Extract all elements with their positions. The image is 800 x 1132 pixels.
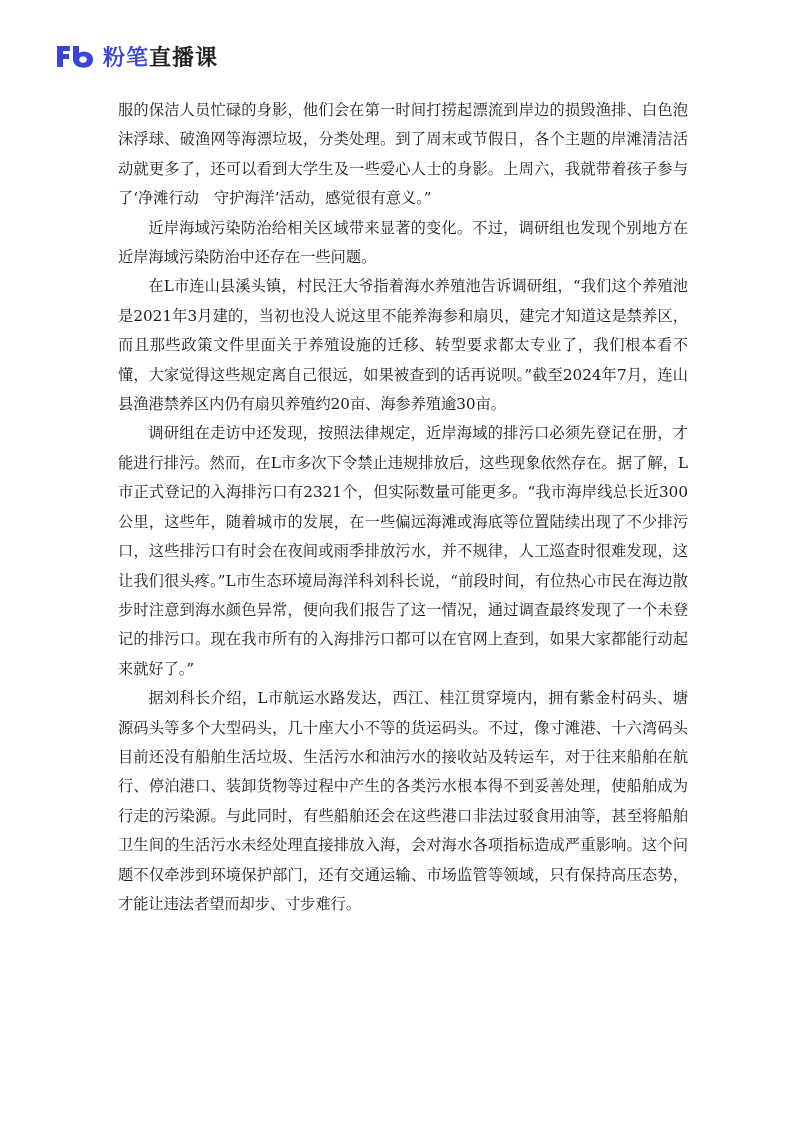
paragraph: 调研组在走访中还发现，按照法律规定，近岸海域的排污口必须先登记在册，才能进行排污。然而，在L市多次下令禁止违规排放后，这些现象依然存在。据了解，L市正式登记的入海排污口有2321个，但实际数量可能更多。“我市海岸线总长近300公里，这些年，随着城市的发展，在一些偏远海滩或海底等位置陆续出现了不少排污口，这些排污口有时会在夜间或雨季排放污水，并不规律，人工巡查时很难发现，这让我们很头疼。”L市生态环境局海洋科刘科长说，“前段时间，有位热心市民在海边散步时注意到海水颜色异常，便向我们报告了这一情况，通过调查最终发现了一个未登记的排污口。现在我市所有的入海排污口都可以在官网上查到，如果大家都能行动起来就好了。”: [118, 424, 688, 678]
paragraph: 服的保洁人员忙碌的身影，他们会在第一时间打捞起漂流到岸边的损毁渔排、白色泡沫浮球、破渔网等海漂垃圾，分类处理。到了周末或节假日，各个主题的岸滩清洁活动就更多了，还可以看到大学生及一些爱心人士的身影。上周六，我就带着孩子参与了‘净滩行动 守护海洋’活动，感觉很有意义。”: [118, 101, 688, 208]
brand-name: 粉笔: [103, 45, 150, 71]
logo-wordmark: [103, 41, 218, 72]
fenbi-logo-icon: [55, 43, 95, 69]
page-header: [55, 38, 218, 74]
article-body: [118, 96, 688, 919]
paragraph: 据刘科长介绍，L市航运水路发达，西江、桂江贯穿境内，拥有紫金村码头、塘源码头等多个大型码头，几十座大小不等的货运码头。不过，像寸滩港、十六湾码头目前还没有船舶生活垃圾、生活污水和油污水的接收站及转运车，对于往来船舶在航行、停泊港口、装卸货物等过程中产生的各类污水根本得不到妥善处理，使船舶成为行走的污染源。与此同时，有些船舶还会在这些港口非法过驳食用油等，甚至将船舶卫生间的生活污水未经处理直接排放入海，会对海水各项指标造成严重影响。这个问题不仅牵涉到环境保护部门，还有交通运输、市场监管等领域，只有保持高压态势，才能让违法者望而却步、寸步难行。: [118, 689, 688, 913]
paragraph: 在L市连山县溪头镇，村民汪大爷指着海水养殖池告诉调研组，“我们这个养殖池是2021年3月建的，当初也没人说这里不能养海参和扇贝，建完才知道这是禁养区，而且那些政策文件里面关于养殖设施的迁移、转型要求都太专业了，我们根本看不懂，大家觉得这些规定离自己很远，如果被查到的话再说呗。”截至2024年7月，连山县渔港禁养区内仍有扇贝养殖约20亩、海参养殖逾30亩。: [118, 277, 688, 414]
product-name: 直播课: [149, 45, 219, 71]
paragraph: 近岸海域污染防治给相关区域带来显著的变化。不过，调研组也发现个别地方在近岸海域污染防治中还存在一些问题。: [118, 218, 688, 267]
